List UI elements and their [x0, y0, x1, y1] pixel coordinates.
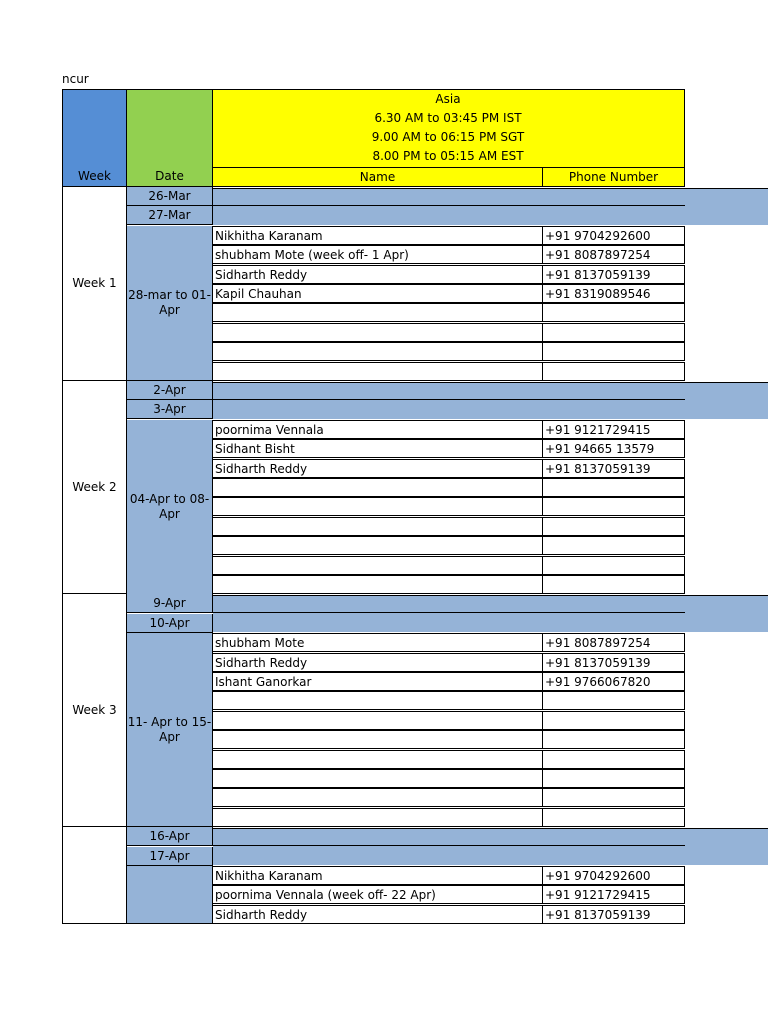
shift-est: 8.00 PM to 05:15 AM EST — [372, 149, 524, 163]
roster-name-cell: Nikhitha Karanam — [213, 226, 543, 245]
week-label-cell: Week 1 — [62, 187, 127, 381]
date-range-cell: 11- Apr to 15-Apr — [127, 633, 213, 827]
weekend-date-cell: 3-Apr — [127, 400, 213, 419]
roster-name-cell: Sidharth Reddy — [213, 265, 543, 284]
empty-name-cell — [213, 536, 543, 555]
empty-name-cell — [213, 556, 543, 575]
week-header-cell — [62, 89, 127, 187]
empty-phone-cell — [543, 517, 685, 536]
empty-name-cell — [213, 750, 543, 769]
roster-name-cell: Nikhitha Karanam — [213, 866, 543, 885]
weekend-date-cell: 9-Apr — [127, 594, 213, 613]
empty-name-cell — [213, 478, 543, 497]
weekend-date-cell: 27-Mar — [127, 206, 213, 225]
weekend-date-cell: 17-Apr — [127, 847, 213, 866]
weekend-band-divider — [213, 827, 685, 846]
region-label: Asia — [435, 92, 461, 106]
empty-phone-cell — [543, 711, 685, 730]
roster-phone-cell: +91 8137059139 — [543, 905, 685, 924]
week-label-cell: Week 2 — [62, 381, 127, 594]
empty-name-cell — [213, 711, 543, 730]
empty-phone-cell — [543, 303, 685, 322]
empty-name-cell — [213, 323, 543, 342]
roster-name-cell: Sidharth Reddy — [213, 653, 543, 672]
empty-name-cell — [213, 517, 543, 536]
week-label-cell: Week 3 — [62, 594, 127, 827]
empty-name-cell — [213, 497, 543, 516]
roster-name-cell: Sidhant Bisht — [213, 439, 543, 458]
weekend-band-divider — [213, 187, 685, 206]
weekend-date-cell: 16-Apr — [127, 827, 213, 846]
roster-phone-cell: +91 8137059139 — [543, 265, 685, 284]
empty-phone-cell — [543, 691, 685, 710]
shift-header-cell — [213, 89, 685, 167]
empty-name-cell — [213, 342, 543, 361]
roster-phone-cell: +91 8319089546 — [543, 284, 685, 303]
date-header-label: Date — [155, 169, 184, 183]
empty-phone-cell — [543, 575, 685, 594]
empty-name-cell — [213, 575, 543, 594]
roster-name-cell: shubham Mote — [213, 633, 543, 652]
roster-phone-cell: +91 8137059139 — [543, 459, 685, 478]
roster-phone-cell: +91 9766067820 — [543, 672, 685, 691]
roster-name-cell: shubham Mote (week off- 1 Apr) — [213, 245, 543, 264]
week-header-label: Week — [78, 169, 111, 183]
empty-phone-cell — [543, 788, 685, 807]
sheet-title: ncur — [62, 72, 89, 86]
empty-phone-cell — [543, 730, 685, 749]
roster-phone-cell: +91 9121729415 — [543, 885, 685, 904]
shift-ist: 6.30 AM to 03:45 PM IST — [374, 111, 522, 125]
weekend-date-cell: 2-Apr — [127, 381, 213, 400]
roster-phone-cell: +91 9704292600 — [543, 226, 685, 245]
empty-name-cell — [213, 303, 543, 322]
weekend-band-divider — [213, 381, 685, 400]
roster-name-cell: Kapil Chauhan — [213, 284, 543, 303]
roster-name-cell: Sidharth Reddy — [213, 905, 543, 924]
weekend-band-divider — [213, 594, 685, 613]
empty-phone-cell — [543, 808, 685, 827]
empty-name-cell — [213, 769, 543, 788]
empty-name-cell — [213, 788, 543, 807]
date-range-cell — [127, 866, 213, 924]
roster-phone-cell: +91 94665 13579 — [543, 439, 685, 458]
empty-name-cell — [213, 691, 543, 710]
empty-phone-cell — [543, 362, 685, 381]
empty-phone-cell — [543, 769, 685, 788]
weekend-date-cell: 26-Mar — [127, 187, 213, 206]
roster-name-cell: Ishant Ganorkar — [213, 672, 543, 691]
empty-phone-cell — [543, 323, 685, 342]
empty-phone-cell — [543, 478, 685, 497]
phone-header-cell: Phone Number — [543, 167, 685, 187]
roster-phone-cell: +91 9121729415 — [543, 420, 685, 439]
weekend-date-cell: 10-Apr — [127, 614, 213, 633]
empty-name-cell — [213, 808, 543, 827]
empty-phone-cell — [543, 556, 685, 575]
empty-name-cell — [213, 730, 543, 749]
roster-name-cell: poornima Vennala (week off- 22 Apr) — [213, 885, 543, 904]
empty-phone-cell — [543, 750, 685, 769]
date-range-cell: 28-mar to 01-Apr — [127, 226, 213, 381]
roster-name-cell: poornima Vennala — [213, 420, 543, 439]
roster-phone-cell: +91 8137059139 — [543, 653, 685, 672]
empty-phone-cell — [543, 497, 685, 516]
roster-phone-cell: +91 8087897254 — [543, 245, 685, 264]
empty-name-cell — [213, 362, 543, 381]
week-label-cell — [62, 827, 127, 924]
empty-phone-cell — [543, 536, 685, 555]
empty-phone-cell — [543, 342, 685, 361]
name-header-cell: Name — [213, 167, 543, 187]
roster-phone-cell: +91 8087897254 — [543, 633, 685, 652]
roster-name-cell: Sidharth Reddy — [213, 459, 543, 478]
date-range-cell: 04-Apr to 08-Apr — [127, 420, 213, 595]
date-header-cell — [127, 89, 213, 187]
roster-phone-cell: +91 9704292600 — [543, 866, 685, 885]
shift-sgt: 9.00 AM to 06:15 PM SGT — [371, 130, 525, 144]
